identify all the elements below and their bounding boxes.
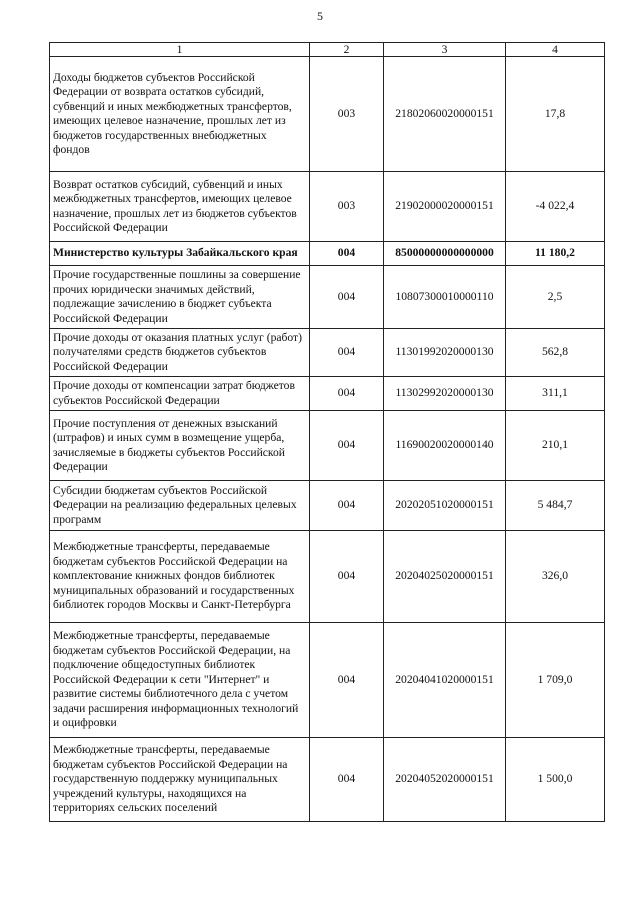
- row-name: Межбюджетные трансферты, передаваемые бюджетам субъектов Российской Федерации, на подключение общедоступных библиотек Российской Федерации к сети "Интернет" и развитие системы библиотечного дела с учетом задачи расширения информационных технологий и оцифровки: [50, 623, 310, 738]
- header-col-3: 3: [384, 43, 506, 57]
- table-row: [50, 172, 605, 242]
- row-amount: -4 022,4: [506, 172, 605, 242]
- row-budget-code: 85000000000000000: [384, 242, 506, 266]
- row-name: Министерство культуры Забайкальского края: [50, 242, 310, 266]
- row-name: Возврат остатков субсидий, субвенций и иных межбюджетных трансфертов, имеющих целевое назначение, прошлых лет из бюджетов субъектов Российской Федерации: [50, 172, 310, 242]
- row-budget-code: 11690020020000140: [384, 411, 506, 481]
- table-row: [50, 377, 605, 411]
- table-row: [50, 623, 605, 738]
- row-name: Прочие доходы от оказания платных услуг (работ) получателями средств бюджетов субъектов Российской Федерации: [50, 329, 310, 377]
- row-budget-code: 10807300010000110: [384, 266, 506, 329]
- table-row: [50, 411, 605, 481]
- row-name: Прочие государственные пошлины за совершение прочих юридически значимых действий, подлежащие зачислению в бюджет субъекта Российской Федерации: [50, 266, 310, 329]
- table-row: [50, 329, 605, 377]
- table-row: [50, 738, 605, 822]
- row-budget-code: 20204025020000151: [384, 531, 506, 623]
- row-budget-code: 11302992020000130: [384, 377, 506, 411]
- row-admin-code: 004: [310, 738, 384, 822]
- row-amount: 210,1: [506, 411, 605, 481]
- row-admin-code: 004: [310, 242, 384, 266]
- row-admin-code: 004: [310, 623, 384, 738]
- row-name: Прочие доходы от компенсации затрат бюджетов субъектов Российской Федерации: [50, 377, 310, 411]
- table-row: [50, 266, 605, 329]
- row-amount: 311,1: [506, 377, 605, 411]
- row-amount: 562,8: [506, 329, 605, 377]
- row-amount: 1 500,0: [506, 738, 605, 822]
- row-budget-code: 20202051020000151: [384, 481, 506, 531]
- row-admin-code: 004: [310, 329, 384, 377]
- row-admin-code: 004: [310, 411, 384, 481]
- page-number: 5: [317, 9, 323, 23]
- row-name: Прочие поступления от денежных взысканий (штрафов) и иных сумм в возмещение ущерба, зачисляемые в бюджеты субъектов Российской Федерации: [50, 411, 310, 481]
- table-body: [50, 43, 605, 822]
- header-col-2: 2: [310, 43, 384, 57]
- table-row: [50, 57, 605, 172]
- row-amount: 2,5: [506, 266, 605, 329]
- row-name: Доходы бюджетов субъектов Российской Федерации от возврата остатков субсидий, субвенций и иных межбюджетных трансфертов, имеющих целевое назначение, прошлых лет из бюджетов государственных внебюджетных фондов: [50, 57, 310, 172]
- row-amount: 326,0: [506, 531, 605, 623]
- row-amount: 1 709,0: [506, 623, 605, 738]
- row-name: Межбюджетные трансферты, передаваемые бюджетам субъектов Российской Федерации на комплектование книжных фондов библиотек муниципальных образований и государственных библиотек городов Москвы и Санкт-Петербурга: [50, 531, 310, 623]
- row-admin-code: 004: [310, 266, 384, 329]
- header-col-4: 4: [506, 43, 605, 57]
- header-col-1: 1: [50, 43, 310, 57]
- row-admin-code: 003: [310, 172, 384, 242]
- table-row: [50, 531, 605, 623]
- row-admin-code: 004: [310, 377, 384, 411]
- row-amount: 11 180,2: [506, 242, 605, 266]
- row-budget-code: 21802060020000151: [384, 57, 506, 172]
- row-budget-code: 21902000020000151: [384, 172, 506, 242]
- table-header-row: [50, 43, 605, 57]
- row-name: Субсидии бюджетам субъектов Российской Федерации на реализацию федеральных целевых программ: [50, 481, 310, 531]
- row-budget-code: 20204052020000151: [384, 738, 506, 822]
- row-amount: 17,8: [506, 57, 605, 172]
- row-name: Межбюджетные трансферты, передаваемые бюджетам субъектов Российской Федерации на государственную поддержку муниципальных учреждений культуры, находящихся на территориях сельских поселений: [50, 738, 310, 822]
- row-admin-code: 003: [310, 57, 384, 172]
- row-amount: 5 484,7: [506, 481, 605, 531]
- table-row: [50, 242, 605, 266]
- table-row: [50, 481, 605, 531]
- revenue-table: [49, 42, 605, 822]
- row-admin-code: 004: [310, 481, 384, 531]
- row-budget-code: 20204041020000151: [384, 623, 506, 738]
- row-admin-code: 004: [310, 531, 384, 623]
- row-budget-code: 11301992020000130: [384, 329, 506, 377]
